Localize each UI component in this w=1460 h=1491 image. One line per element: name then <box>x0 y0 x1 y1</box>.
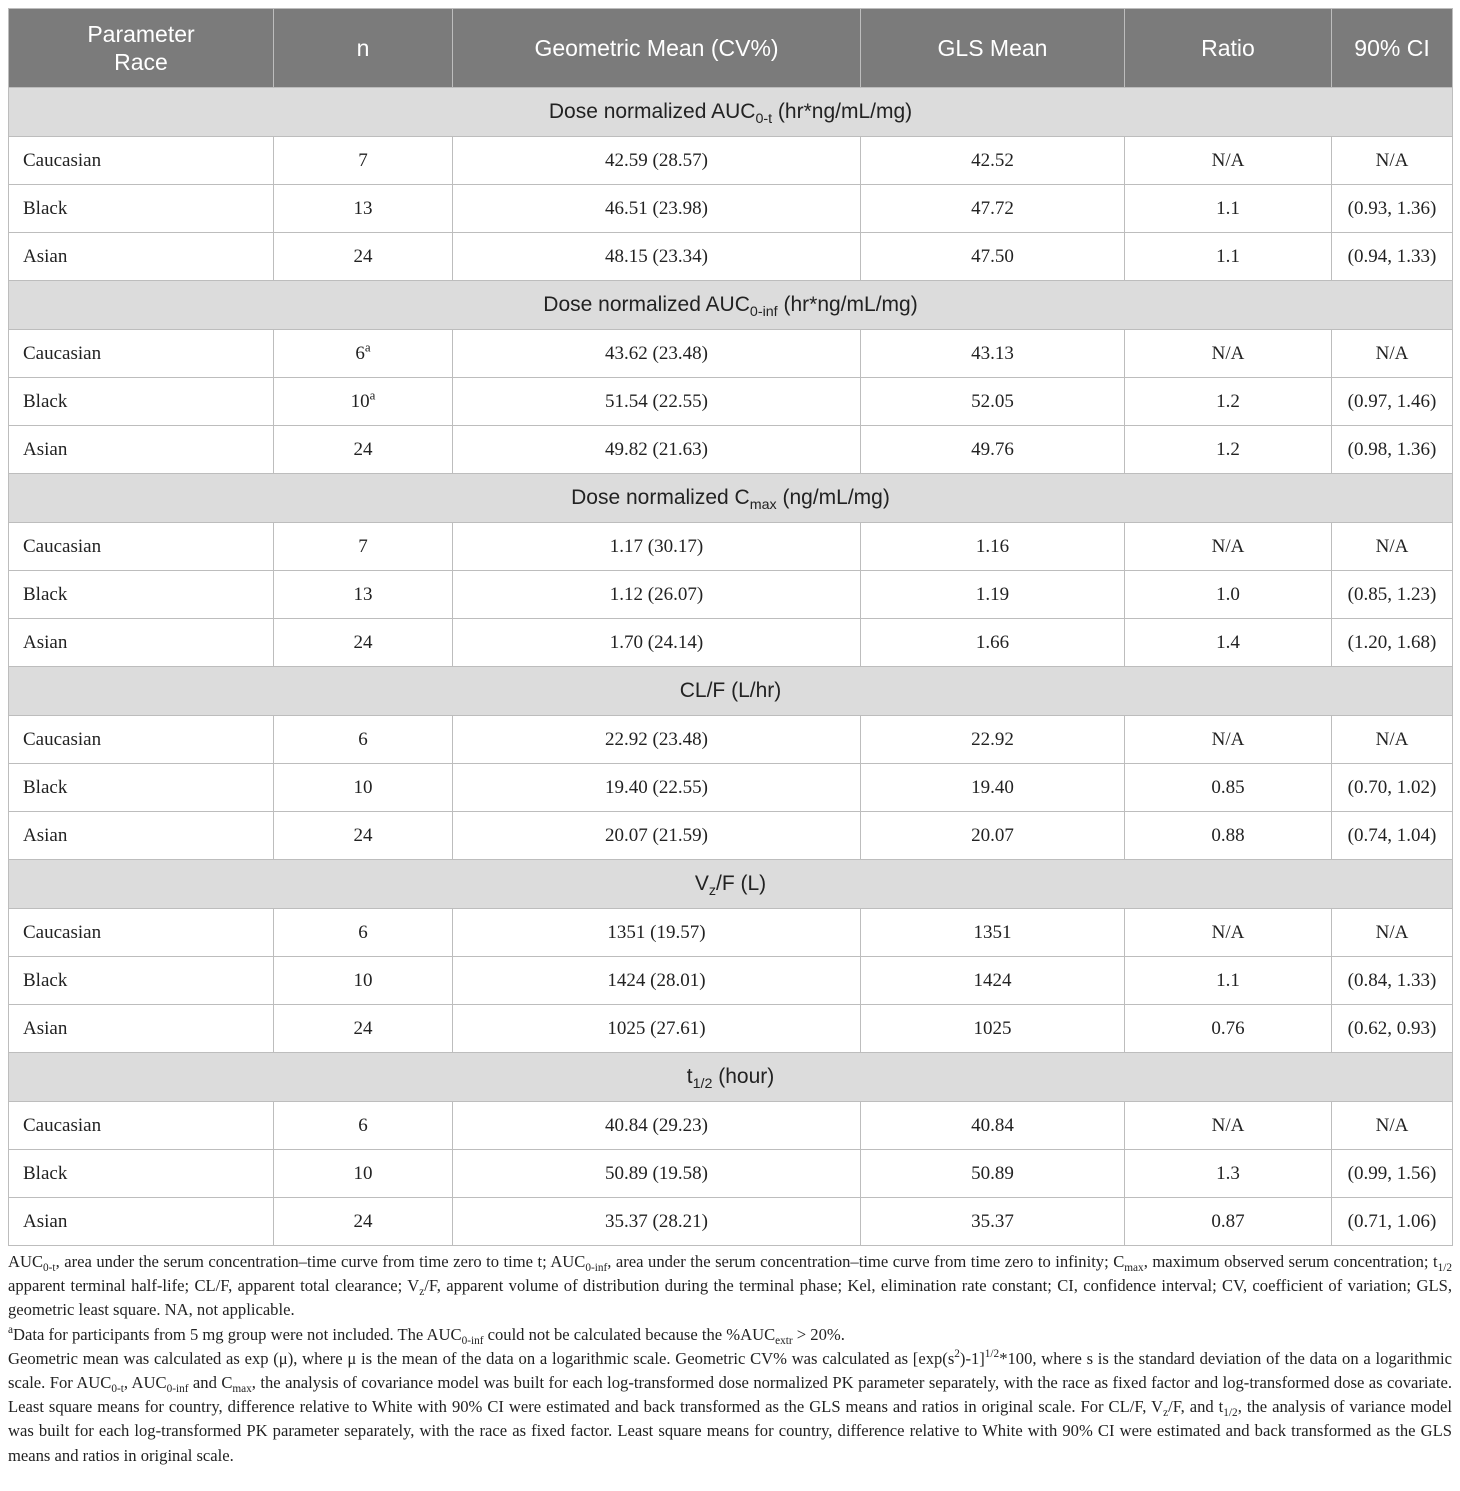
footnote-a: $^a$Data for participants from 5 mg group were not included. The $AUC_{0-inf}$ could not be calculated because the $\%AUC_{extr} > 20\%$. <box>8 1323 845 1347</box>
gls-cell: 35.37 <box>861 1198 1125 1246</box>
table-row <box>9 1150 1453 1198</box>
ci-cell: (0.85, 1.23) <box>1332 571 1453 619</box>
race-cell: Black <box>9 1150 274 1198</box>
header-row <box>9 9 1453 88</box>
ci-cell: (0.98, 1.36) <box>1332 426 1453 474</box>
n-cell: 6 <box>274 909 453 957</box>
ci-cell: (0.94, 1.33) <box>1332 233 1453 281</box>
section-title: $V_z/F$ (L) <box>9 860 1453 909</box>
section-title: $t_{1/2}$ (hour) <box>9 1053 1453 1102</box>
gls-cell: 40.84 <box>861 1102 1125 1150</box>
ci-cell: (1.20, 1.68) <box>1332 619 1453 667</box>
n-cell: 24 <box>274 426 453 474</box>
header-90ci: 90% CI <box>1332 9 1453 88</box>
table-row <box>9 233 1453 281</box>
header-gls-mean: GLS Mean <box>861 9 1125 88</box>
ratio-cell: 1.2 <box>1125 378 1332 426</box>
header-geometric-mean: Geometric Mean (CV%) <box>453 9 861 88</box>
n-cell: 24 <box>274 1005 453 1053</box>
gls-cell: 43.13 <box>861 330 1125 378</box>
ci-cell: N/A <box>1332 523 1453 571</box>
table-row <box>9 957 1453 1005</box>
n-cell: 10 <box>274 764 453 812</box>
gls-cell: 1.19 <box>861 571 1125 619</box>
n-cell: 6 <box>274 1102 453 1150</box>
pk-parameters-table <box>8 8 1453 1246</box>
table-row <box>9 426 1453 474</box>
ratio-cell: 1.3 <box>1125 1150 1332 1198</box>
geomean-cell: 46.51 (23.98) <box>453 185 861 233</box>
ratio-cell: 0.87 <box>1125 1198 1332 1246</box>
ratio-cell: 1.1 <box>1125 957 1332 1005</box>
table-row <box>9 1005 1453 1053</box>
n-cell: 10$^a$ <box>274 378 453 426</box>
geomean-cell: 49.82 (21.63) <box>453 426 861 474</box>
table-row <box>9 185 1453 233</box>
geomean-cell: 22.92 (23.48) <box>453 716 861 764</box>
ci-cell: N/A <box>1332 716 1453 764</box>
section-title: Dose normalized $AUC_{0-inf}$ (hr*ng/mL/mg) <box>9 281 1453 330</box>
ci-cell: (0.70, 1.02) <box>1332 764 1453 812</box>
table-row <box>9 378 1453 426</box>
section-row-clf <box>9 667 1453 716</box>
table-row <box>9 330 1453 378</box>
geomean-cell: 40.84 (29.23) <box>453 1102 861 1150</box>
table-footnotes <box>8 1250 1452 1468</box>
n-cell: 7 <box>274 137 453 185</box>
section-title: Dose normalized $AUC_{0-t}$ (hr*ng/mL/mg) <box>9 88 1453 137</box>
ci-cell: (0.74, 1.04) <box>1332 812 1453 860</box>
geomean-cell: 48.15 (23.34) <box>453 233 861 281</box>
race-cell: Caucasian <box>9 1102 274 1150</box>
gls-cell: 50.89 <box>861 1150 1125 1198</box>
n-cell: 10 <box>274 957 453 1005</box>
section-title: CL/F (L/hr) <box>9 667 1453 716</box>
ci-cell: (0.97, 1.46) <box>1332 378 1453 426</box>
n-cell: 13 <box>274 571 453 619</box>
ci-cell: (0.93, 1.36) <box>1332 185 1453 233</box>
table-row <box>9 1102 1453 1150</box>
ratio-cell: 1.1 <box>1125 233 1332 281</box>
n-cell: 7 <box>274 523 453 571</box>
table-row <box>9 812 1453 860</box>
ci-cell: N/A <box>1332 330 1453 378</box>
gls-cell: 49.76 <box>861 426 1125 474</box>
section-row-vzf <box>9 860 1453 909</box>
ratio-cell: 1.0 <box>1125 571 1332 619</box>
race-cell: Asian <box>9 1005 274 1053</box>
ci-cell: (0.84, 1.33) <box>1332 957 1453 1005</box>
geomean-cell: 1424 (28.01) <box>453 957 861 1005</box>
geomean-cell: 43.62 (23.48) <box>453 330 861 378</box>
table-row <box>9 571 1453 619</box>
gls-cell: 1351 <box>861 909 1125 957</box>
race-cell: Caucasian <box>9 523 274 571</box>
gls-cell: 1424 <box>861 957 1125 1005</box>
ratio-cell: 1.4 <box>1125 619 1332 667</box>
gls-cell: 1.66 <box>861 619 1125 667</box>
geomean-cell: 1.70 (24.14) <box>453 619 861 667</box>
geomean-cell: 42.59 (28.57) <box>453 137 861 185</box>
geomean-cell: 35.37 (28.21) <box>453 1198 861 1246</box>
race-cell: Caucasian <box>9 137 274 185</box>
geomean-cell: 51.54 (22.55) <box>453 378 861 426</box>
race-cell: Caucasian <box>9 330 274 378</box>
geomean-cell: 50.89 (19.58) <box>453 1150 861 1198</box>
header-ratio: Ratio <box>1125 9 1332 88</box>
race-cell: Black <box>9 378 274 426</box>
race-cell: Caucasian <box>9 909 274 957</box>
gls-cell: 1.16 <box>861 523 1125 571</box>
n-cell: 24 <box>274 812 453 860</box>
n-cell: 24 <box>274 619 453 667</box>
race-cell: Asian <box>9 426 274 474</box>
section-title: Dose normalized $C_{max}$ (ng/mL/mg) <box>9 474 1453 523</box>
ratio-cell: 0.88 <box>1125 812 1332 860</box>
n-cell: 6$^a$ <box>274 330 453 378</box>
race-cell: Asian <box>9 812 274 860</box>
ratio-cell: N/A <box>1125 909 1332 957</box>
geomean-cell: 20.07 (21.59) <box>453 812 861 860</box>
ci-cell: N/A <box>1332 1102 1453 1150</box>
table-row <box>9 137 1453 185</box>
table-row <box>9 716 1453 764</box>
ratio-cell: N/A <box>1125 330 1332 378</box>
table-row <box>9 909 1453 957</box>
race-cell: Asian <box>9 1198 274 1246</box>
gls-cell: 52.05 <box>861 378 1125 426</box>
ratio-cell: N/A <box>1125 716 1332 764</box>
table-row <box>9 764 1453 812</box>
footnote-marker: a <box>369 386 376 402</box>
race-cell: Black <box>9 185 274 233</box>
section-row-auc0t <box>9 88 1453 137</box>
n-cell: 13 <box>274 185 453 233</box>
n-cell: 24 <box>274 1198 453 1246</box>
race-cell: Caucasian <box>9 716 274 764</box>
n-cell: 24 <box>274 233 453 281</box>
ratio-cell: 0.85 <box>1125 764 1332 812</box>
n-cell: 10 <box>274 1150 453 1198</box>
race-cell: Asian <box>9 619 274 667</box>
ratio-cell: N/A <box>1125 1102 1332 1150</box>
geomean-cell: 1.12 (26.07) <box>453 571 861 619</box>
header-n: n <box>274 9 453 88</box>
gls-cell: 47.72 <box>861 185 1125 233</box>
ratio-cell: 0.76 <box>1125 1005 1332 1053</box>
race-cell: Black <box>9 764 274 812</box>
section-row-thalf <box>9 1053 1453 1102</box>
gls-cell: 22.92 <box>861 716 1125 764</box>
ci-cell: (0.71, 1.06) <box>1332 1198 1453 1246</box>
header-parameter-race: Parameter Race <box>9 9 274 88</box>
gls-cell: 19.40 <box>861 764 1125 812</box>
geomean-cell: 19.40 (22.55) <box>453 764 861 812</box>
section-row-cmax <box>9 474 1453 523</box>
footnote-abbreviations: $AUC_{0-t}$, area under the serum concentration–time curve from time zero to time t; $AUC_{0-inf}$, area under the serum concentration–time curve from time zero to infinity; $C_{max}$, maximum observed serum concentration; $t_{1/2}$ apparent terminal half-life; CL/F, apparent total clearance; $V_z/F$, apparent volume of distribution during the terminal phase; Kel, elimination rate constant; CI, confidence interval; CV, coefficient of variation; GLS, geometric least square. NA, not applicable. <box>8 1252 1452 1320</box>
gls-cell: 42.52 <box>861 137 1125 185</box>
race-cell: Asian <box>9 233 274 281</box>
geomean-cell: 1351 (19.57) <box>453 909 861 957</box>
n-cell: 6 <box>274 716 453 764</box>
ci-cell: (0.99, 1.56) <box>1332 1150 1453 1198</box>
ratio-cell: 1.2 <box>1125 426 1332 474</box>
race-cell: Black <box>9 571 274 619</box>
ci-cell: N/A <box>1332 137 1453 185</box>
geomean-cell: 1.17 (30.17) <box>453 523 861 571</box>
geomean-cell: 1025 (27.61) <box>453 1005 861 1053</box>
ci-cell: (0.62, 0.93) <box>1332 1005 1453 1053</box>
footnote-methods: Geometric mean was calculated as exp (μ), where μ is the mean of the data on a logarithmic scale. Geometric CV% was calculated as $[\exp(s^2)-1]^{1/2}*100$, where s is the standard deviation of the data on a logarithmic scale. For $AUC_{0-t}$, $AUC_{0-inf}$ and $C_{max}$, the analysis of covariance model was built for each log-transformed dose normalized PK parameter separately, with the race as fixed factor and log-transformed dose as covariate. Least square means for country, difference relative to White with 90% CI were estimated and back transformed as the GLS means and ratios in original scale. For CL/F, $V_z/F$, and $t_{1/2}$, the analysis of variance model was built for each log-transformed PK parameter separately, with the race as fixed factor. Least square means for country, difference relative to White with 90% CI were estimated and back transformed as the GLS means and ratios in original scale. <box>8 1348 1452 1465</box>
table-row <box>9 523 1453 571</box>
table-row <box>9 619 1453 667</box>
ci-cell: N/A <box>1332 909 1453 957</box>
section-row-auc0inf <box>9 281 1453 330</box>
gls-cell: 47.50 <box>861 233 1125 281</box>
footnote-marker: a <box>364 338 371 354</box>
race-cell: Black <box>9 957 274 1005</box>
gls-cell: 1025 <box>861 1005 1125 1053</box>
gls-cell: 20.07 <box>861 812 1125 860</box>
ratio-cell: 1.1 <box>1125 185 1332 233</box>
pk-table-container <box>8 8 1452 1468</box>
table-row <box>9 1198 1453 1246</box>
ratio-cell: N/A <box>1125 523 1332 571</box>
ratio-cell: N/A <box>1125 137 1332 185</box>
